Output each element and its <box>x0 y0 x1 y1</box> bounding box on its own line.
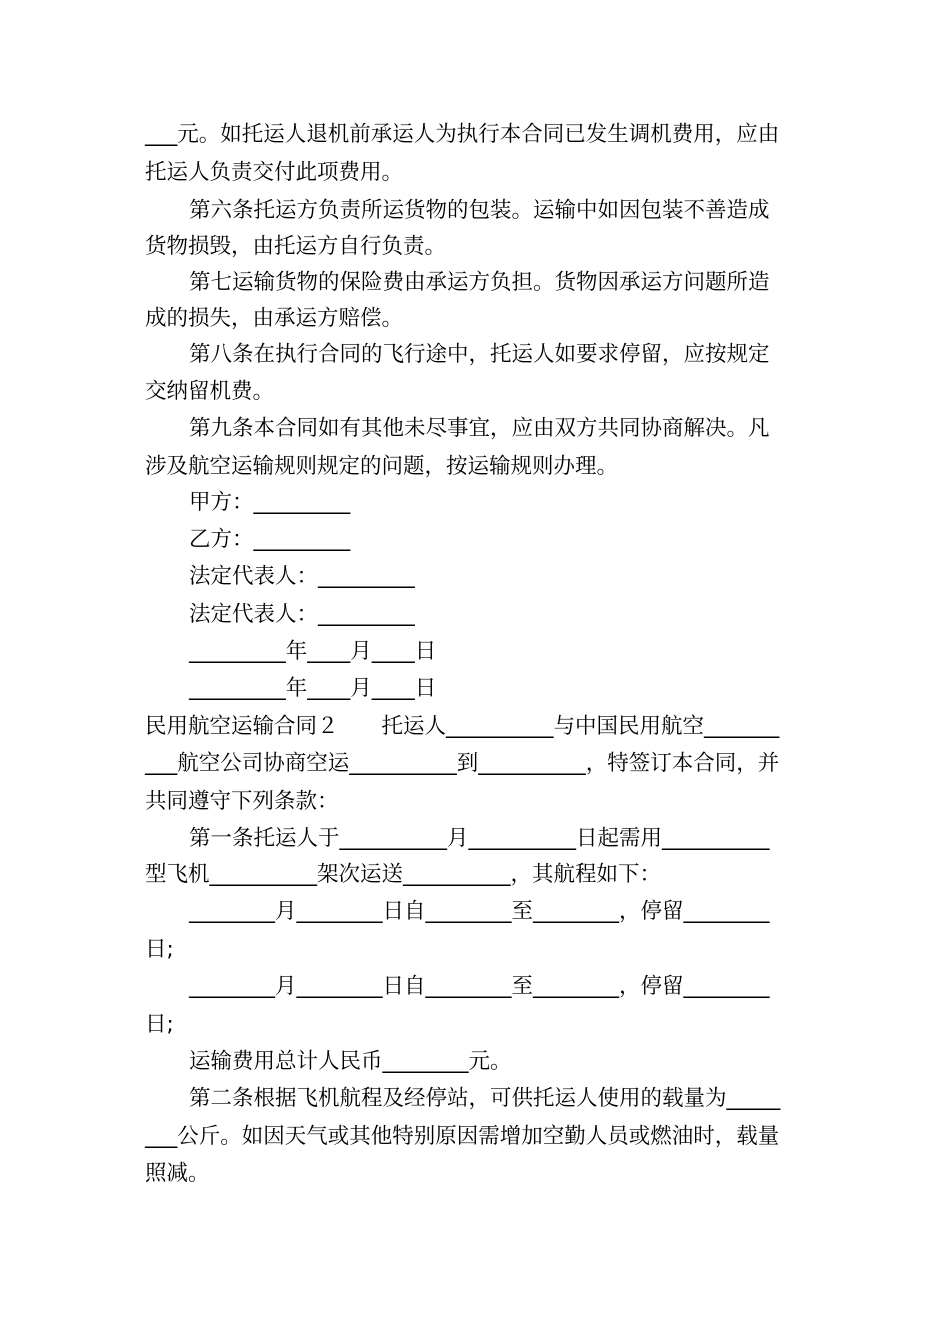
itinerary-line: ________月________日自________至________，停留________ <box>189 974 770 999</box>
text-line: 第九条本合同如有其他未尽事宜，应由双方共同协商解决。凡 <box>189 416 770 441</box>
text-line: 第八条在执行合同的飞行途中，托运人如要求停留，应按规定 <box>189 342 770 367</box>
text-line: 日; <box>145 1012 174 1037</box>
text-line: 第一条托运人于__________月__________日起需用__________ <box>189 826 770 851</box>
text-line: ___航空公司协商空运__________到__________，特签订本合同，并 <box>145 751 780 776</box>
text-line: 第二条根据飞机航程及经停站，可供托运人使用的载量为_____ <box>189 1086 781 1111</box>
party-a-line: 甲方：_________ <box>189 490 351 515</box>
party-b-line: 乙方：_________ <box>189 527 351 552</box>
text-line: ___公斤。如因天气或其他特别原因需增加空勤人员或燃油时，载量 <box>145 1124 780 1149</box>
text-line: ___元。如托运人退机前承运人为执行本合同已发生调机费用，应由 <box>145 122 780 147</box>
legal-rep-line: 法定代表人：_________ <box>189 602 415 627</box>
date-line: _________年____月____日 <box>189 639 437 664</box>
contract-title-line: 民用航空运输合同２ 托运人__________与中国民用航空_______ <box>145 714 780 739</box>
legal-rep-line: 法定代表人：_________ <box>189 564 415 589</box>
itinerary-line: ________月________日自________至________，停留________ <box>189 899 770 924</box>
text-line: 共同遵守下列条款： <box>145 789 339 814</box>
date-line: _________年____月____日 <box>189 676 437 701</box>
text-line: 照减。 <box>145 1161 210 1186</box>
text-line: 货物损毁，由托运方自行负责。 <box>145 234 447 259</box>
text-line: 第六条托运方负责所运货物的包装。运输中如因包装不善造成 <box>189 198 770 223</box>
text-line: 托运人负责交付此项费用。 <box>145 160 404 185</box>
text-line: 成的损失，由承运方赔偿。 <box>145 306 404 331</box>
text-line: 第七运输货物的保险费由承运方负担。货物因承运方问题所造 <box>189 270 770 295</box>
text-line: 交纳留机费。 <box>145 379 275 404</box>
fee-line: 运输费用总计人民币________元。 <box>189 1049 512 1074</box>
text-line: 型飞机__________架次运送__________，其航程如下： <box>145 862 662 887</box>
text-line: 日; <box>145 937 174 962</box>
text-line: 涉及航空运输规则规定的问题，按运输规则办理。 <box>145 454 619 479</box>
